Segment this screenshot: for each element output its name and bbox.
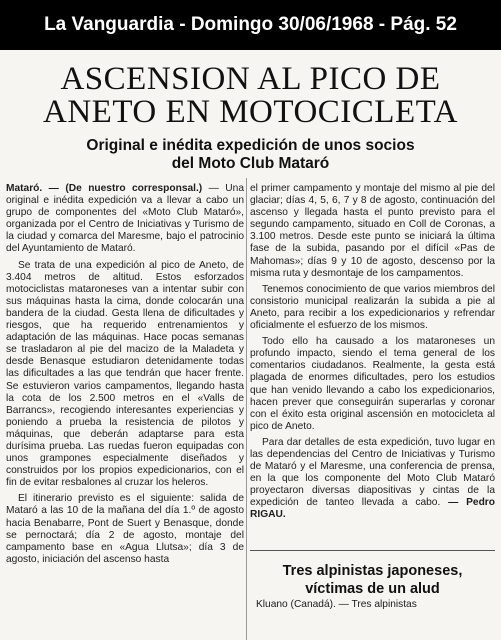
article-paragraph [250, 437, 495, 522]
author-signature: — Pedro RIGAU. [250, 497, 495, 521]
column-divider [246, 178, 247, 640]
article-paragraph: el primer campamento y montaje del mismo al pie del glaciar; días 4, 5, 6, 7 y 8 de agosto, continuación del ascenso y llegada hasta el punto previsto para el segundo campamento, situado en Coll de Coronas, a 3.100 metros. Desde este punto se iniciará la última fase de la subida, pasando por el difícil «Pas de Mahomas»; días 9 y 10 de agosto, descenso por la misma ruta y desmontaje de los campamentos. [250, 183, 495, 279]
dateline: Mataró. — (De nuestro corresponsal.) [6, 183, 203, 194]
page-header-title: La Vanguardia - Domingo 30/06/1968 - Pág. 52 [44, 14, 457, 35]
article-paragraph: Tenemos conocimiento de que varios miembros del consistorio municipal realizarán la subida a pie al Aneto, para recibir a los expedicionarios y refrendar oficialmente el esfuerzo de los mismos. [250, 283, 495, 332]
headline-line-1: ASCENSION AL PICO DE [60, 61, 441, 97]
paragraph-text: Para dar detalles de esta expedición, tuvo lugar en las dependencias del Centro de Iniciativas y Turismo de Mataró y el Maresme, una conferencia de prensa, en la que los componente del Moto Club Mataró proyectaron diversas diapositivas y cintas de la expedición de tanteo llevada a cabo. [250, 436, 495, 509]
section-divider [250, 550, 495, 551]
subheadline-line-1: Original e inédita expedición de unos socios [86, 137, 415, 154]
page-header [0, 0, 501, 50]
article-paragraph: Se trata de una expedición al pico de Aneto, de 3.404 metros de altitud. Estos esforzados motociclistas mataroneses van a intentar subir con sus máquinas hasta la cima, donde colocarán una bandera de la ciudad. Gesta llena de dificultades y riesgos, que ha requerido entrenamientos y adaptación de las máquinas. Hace pocas semanas se trasladaron al pie del macizo de la Maladeta y desde Benasque estudiaron detenidamente todas las dificultades a las que tendrán que hacer frente. Se estuvieron varios campamentos, llegando hasta la cota de los 2.500 metros en el «Valls de Barrancs», recogiendo interesantes experiencias y poniendo a prueba la resistencia de pilotos y máquinas, que deberán adaptarse para esta durísima prueba. Las ruedas fueron equipadas con unos grampones especialmente diseñados y construidos por los propios expedicionarios, con el fin de evitar resbalones al cruzar los heleros. [6, 259, 244, 489]
headline-line-2: ANETO EN MOTOCICLETA [43, 94, 458, 130]
second-article-body: Kluano (Canadá). — Tres alpinistas [256, 599, 417, 610]
second-article-title-line-2: víctimas de un alud [305, 581, 440, 597]
subheadline-line-2: del Moto Club Mataró [171, 155, 330, 172]
paragraph-text: — Una original e inédita expedición va a llevar a cabo un grupo de componentes del «Moto Club Mataró», organizada por el Centro de Iniciativas y Turismo de la ciudad y comarca del Maresme, bajo el patrocinio del Ayuntamiento de Mataró. [6, 183, 244, 255]
article-right-column [250, 183, 495, 543]
article-paragraph: El itinerario previsto es el siguiente: salida de Mataró a las 10 de la mañana del día 1.º de agosto hacia Benabarre, Pont de Suert y Benasque, donde se pernoctará; día 2 de agosto, montaje del campamento base en «Agua Llutsa»; día 3 de agosto, iniciación del ascenso hasta [6, 493, 244, 565]
article-left-column [6, 183, 244, 640]
article-paragraph: Todo ello ha causado a los mataroneses un profundo impacto, siendo el tema general de los comentarios ciudadanos. Realmente, la gesta está plagada de enormes dificultades, pero los estudios que han venido llevando a cabo los expedicionarios, hacen prever que conseguirán superarlas y coronar con el éxito esta original ascensión en motocicleta al pico de Aneto. [250, 336, 495, 432]
article-paragraph [6, 183, 244, 256]
second-article-title-line-1: Tres alpinistas japoneses, [282, 563, 463, 579]
